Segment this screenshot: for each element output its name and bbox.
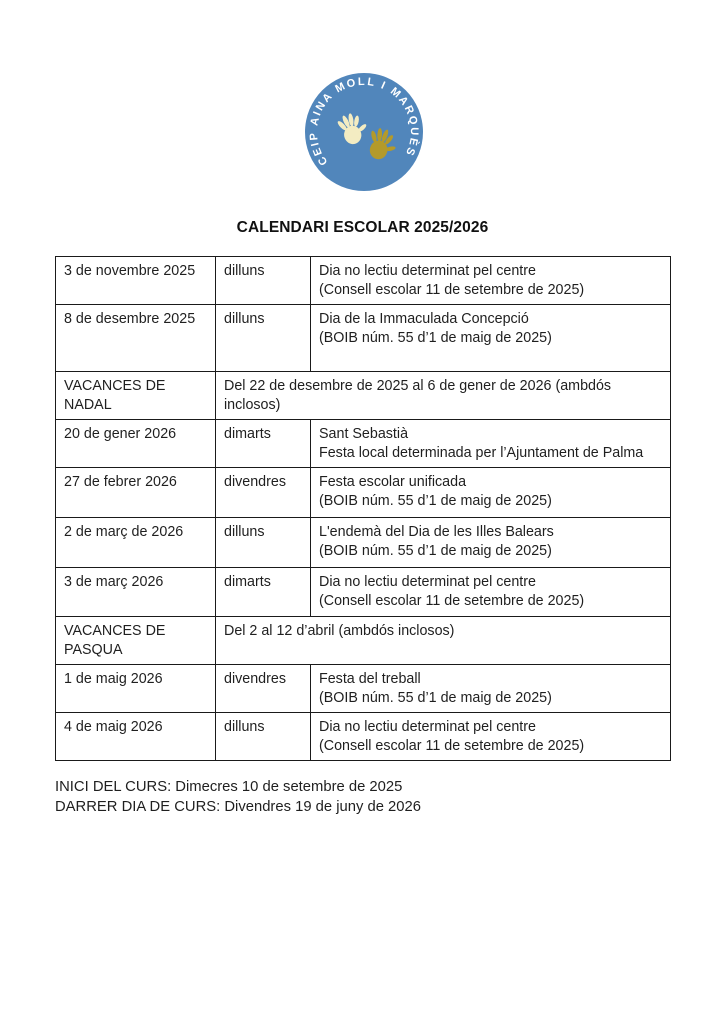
desc-cell bbox=[311, 257, 671, 305]
page-title: CALENDARI ESCOLAR 2025/2026 bbox=[236, 219, 489, 236]
course-start-line: INICI DEL CURS: Dimecres 10 de setembre de 2025 bbox=[55, 779, 403, 795]
table-row bbox=[56, 257, 671, 305]
desc-cell bbox=[311, 467, 671, 517]
date-cell: 1 de maig 2026 bbox=[56, 664, 216, 712]
date-cell: 3 de novembre 2025 bbox=[56, 257, 216, 305]
desc-cell bbox=[311, 517, 671, 567]
date-cell: 20 de gener 2026 bbox=[56, 419, 216, 467]
date-cell: 3 de març 2026 bbox=[56, 567, 216, 616]
date-cell: VACANCES DE PASQUA bbox=[56, 616, 216, 664]
date-cell: 27 de febrer 2026 bbox=[56, 467, 216, 517]
footer-notes bbox=[55, 778, 421, 817]
desc-line: Dia de la Immaculada Concepció bbox=[319, 310, 529, 327]
date-cell: 4 de maig 2026 bbox=[56, 712, 216, 760]
calendar-table bbox=[55, 256, 671, 761]
desc-line: Dia no lectiu determinat pel centre bbox=[319, 718, 536, 735]
desc-line: L'endemà del Dia de les Illes Balears bbox=[319, 523, 554, 540]
course-end-line: DARRER DIA DE CURS: Divendres 19 de juny de 2026 bbox=[55, 798, 421, 815]
desc-cell bbox=[311, 567, 671, 616]
desc-cell bbox=[311, 712, 671, 760]
day-cell: divendres bbox=[216, 664, 311, 712]
day-cell: dilluns bbox=[216, 304, 311, 371]
desc-cell bbox=[311, 664, 671, 712]
day-cell: dilluns bbox=[216, 712, 311, 760]
logo-circle bbox=[305, 73, 423, 191]
table-row bbox=[56, 304, 671, 371]
desc-line: (Consell escolar 11 de setembre de 2025) bbox=[319, 282, 585, 299]
logo-ring-text: CEIP AINA MOLL I MARQUÈS bbox=[307, 75, 421, 168]
table-row bbox=[56, 567, 671, 616]
desc-line: (Consell escolar 11 de setembre de 2025) bbox=[319, 738, 585, 755]
table-row bbox=[56, 517, 671, 567]
desc-line: (BOIB núm. 55 d’1 de maig de 2025) bbox=[319, 493, 552, 510]
date-cell: VACANCES DE NADAL bbox=[56, 371, 216, 419]
table-row bbox=[56, 616, 671, 664]
desc-line: (BOIB núm. 55 d’1 de maig de 2025) bbox=[319, 690, 552, 707]
desc-line: Festa del treball bbox=[319, 670, 421, 687]
desc-cell bbox=[311, 419, 671, 467]
table-row bbox=[56, 371, 671, 419]
table-row bbox=[56, 419, 671, 467]
table-row bbox=[56, 664, 671, 712]
school-logo bbox=[302, 70, 426, 194]
table-row bbox=[56, 712, 671, 760]
date-cell: 2 de març de 2026 bbox=[56, 517, 216, 567]
day-cell: dimarts bbox=[216, 419, 311, 467]
day-cell: dimarts bbox=[216, 567, 311, 616]
day-cell: divendres bbox=[216, 467, 311, 517]
day-cell: dilluns bbox=[216, 517, 311, 567]
desc-line: Festa escolar unificada bbox=[319, 473, 467, 490]
desc-line: Sant Sebastià bbox=[319, 425, 409, 442]
day-cell: dilluns bbox=[216, 257, 311, 305]
desc-cell-merged: Del 22 de desembre de 2025 al 6 de gener de 2026 (ambdós inclosos) bbox=[216, 371, 671, 419]
desc-line: Dia no lectiu determinat pel centre bbox=[319, 263, 536, 279]
desc-cell bbox=[311, 304, 671, 371]
desc-line: (BOIB núm. 55 d’1 de maig de 2025) bbox=[319, 330, 552, 347]
date-cell: 8 de desembre 2025 bbox=[56, 304, 216, 371]
desc-line: (BOIB núm. 55 d’1 de maig de 2025) bbox=[319, 543, 552, 560]
desc-line: Festa local determinada per l’Ajuntament de Palma bbox=[319, 445, 644, 462]
table-row bbox=[56, 467, 671, 517]
desc-line: Dia no lectiu determinat pel centre bbox=[319, 573, 536, 590]
desc-line: (Consell escolar 11 de setembre de 2025) bbox=[319, 593, 585, 610]
desc-cell-merged: Del 2 al 12 d’abril (ambdós inclosos) bbox=[216, 616, 671, 664]
